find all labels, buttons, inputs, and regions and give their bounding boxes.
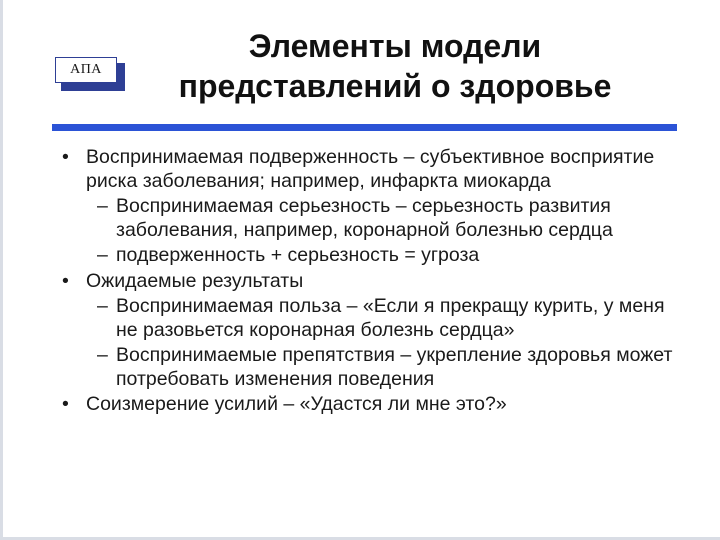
sub-item-text: Воспринимаемая серьезность – серьезность развития заболевания, например, коронарной болезнью сердца <box>116 195 613 241</box>
bullet-text: Ожидаемые результаты <box>86 269 304 292</box>
title-divider <box>52 124 677 131</box>
bullet-item-expected-outcomes <box>60 270 675 294</box>
title-line-1: Элементы модели <box>248 28 542 64</box>
bullet-mark: • <box>62 146 69 168</box>
bullet-list <box>60 146 675 419</box>
logo <box>55 57 125 91</box>
slide-border-left <box>0 0 3 540</box>
dash-mark: – <box>97 195 108 217</box>
title-line-2: представлений о здоровье <box>178 68 612 104</box>
slide-title <box>120 26 670 106</box>
bullet-text: Соизмерение усилий – «Удастся ли мне это?» <box>86 393 507 415</box>
sub-item-text: подверженность + серьезность = угроза <box>116 244 480 266</box>
bullet-mark: • <box>62 393 69 415</box>
logo-text: АПА <box>55 57 117 83</box>
sub-item-perceived-benefit <box>60 295 675 342</box>
sub-item-perceived-barriers <box>60 344 675 391</box>
dash-mark: – <box>97 244 108 266</box>
dash-mark: – <box>97 344 108 366</box>
bullet-text: Воспринимаемая подверженность – субъективное восприятие риска заболевания; например, инфаркта миокарда <box>86 146 655 192</box>
sub-item-perceived-severity <box>60 195 675 242</box>
bullet-mark: • <box>62 269 69 292</box>
dash-mark: – <box>97 295 108 317</box>
sub-item-threat <box>60 244 675 268</box>
sub-item-text: Воспринимаемые препятствия – укрепление здоровья может потребовать изменения поведения <box>116 344 673 390</box>
bullet-item-perceived-susceptibility <box>60 146 675 193</box>
bullet-item-self-efficacy <box>60 393 675 417</box>
sub-item-text: Воспринимаемая польза – «Если я прекращу курить, у меня не разовьется коронарная болезнь сердца» <box>116 295 665 341</box>
